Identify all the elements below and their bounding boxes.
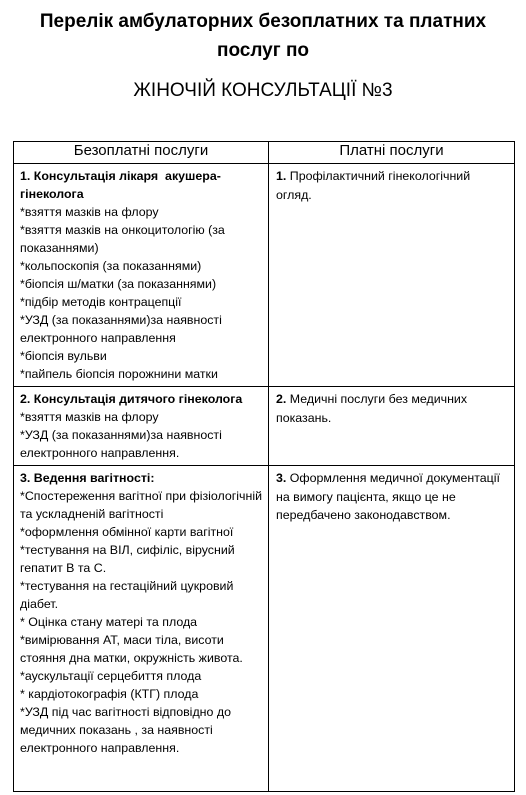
header-free-services: Безоплатні послуги xyxy=(14,142,269,164)
paid-services-cell xyxy=(269,164,515,387)
paid-services-cell xyxy=(269,387,515,466)
service-title: 3. Ведення вагітності: xyxy=(20,471,155,485)
free-services-cell xyxy=(14,466,269,792)
free-services-cell xyxy=(14,164,269,387)
service-item: *біопсія вульви xyxy=(20,349,107,363)
service-title: 2. Консультація дитячого гінеколога xyxy=(20,392,243,406)
service-item: *тестування на ВІЛ, сифіліс, вірусний гепатит В та С. xyxy=(20,543,239,575)
free-services-cell xyxy=(14,387,269,466)
table-row xyxy=(14,164,515,387)
services-table xyxy=(13,141,515,792)
service-item: *взяття мазків на флору xyxy=(20,410,159,424)
table-row xyxy=(14,466,515,792)
service-item: *взяття мазків на онкоцитологію (за показаннями) xyxy=(20,223,229,255)
paid-service-text: 3. Оформлення медичної документації на вимогу пацієнта, якщо це не передбачено законодавством. xyxy=(276,471,500,522)
document-title-line-2: послуг по xyxy=(216,40,310,61)
service-item: *УЗД (за показаннями)за наявності електронного направлення. xyxy=(20,428,226,460)
table-header-row xyxy=(14,142,515,164)
service-item: *УЗД (за показаннями)за наявності електронного направлення xyxy=(20,313,226,345)
service-item: *оформлення обмінної карти вагітної xyxy=(20,525,234,539)
service-item: *аускультації серцебиття плода xyxy=(20,669,202,683)
service-item: *біопсія ш/матки (за показаннями) xyxy=(20,277,217,291)
service-item: *тестування на гестаційний цукровий діабет. xyxy=(20,579,237,611)
document-title-line-1: Перелік амбулаторних безоплатних та платних xyxy=(39,11,487,32)
header-paid-services: Платні послуги xyxy=(269,142,515,164)
service-item: *кольпоскопія (за показаннями) xyxy=(20,259,202,273)
paid-services-cell xyxy=(269,466,515,792)
service-item: *взяття мазків на флору xyxy=(20,205,159,219)
table-row xyxy=(14,387,515,466)
service-title: 1. Консультація лікаря акушера-гінеколога xyxy=(20,169,221,201)
service-item: * кардіотокографія (КТГ) плода xyxy=(20,687,199,701)
service-item: *підбір методів контрацепції xyxy=(20,295,182,309)
service-item: *УЗД під час вагітності відповідно до медичних показань , за наявності електронного направлення. xyxy=(20,705,235,755)
service-item: *вимірювання АТ, маси тіла, висоти стояння дна матки, окружність живота. xyxy=(20,633,243,665)
paid-service-text: 2. Медичні послуги без медичних показань. xyxy=(276,392,468,425)
service-item: *Спостереження вагітної при фізіологічній та ускладненій вагітності xyxy=(20,489,266,521)
document-subtitle: ЖІНОЧІЙ КОНСУЛЬТАЦІЇ №3 xyxy=(133,80,393,101)
paid-service-text: 1. Профілактичний гінекологічний огляд. xyxy=(276,169,471,202)
service-item: *пайпель біопсія порожнини матки xyxy=(20,367,218,381)
service-item: * Оцінка стану матері та плода xyxy=(20,615,198,629)
